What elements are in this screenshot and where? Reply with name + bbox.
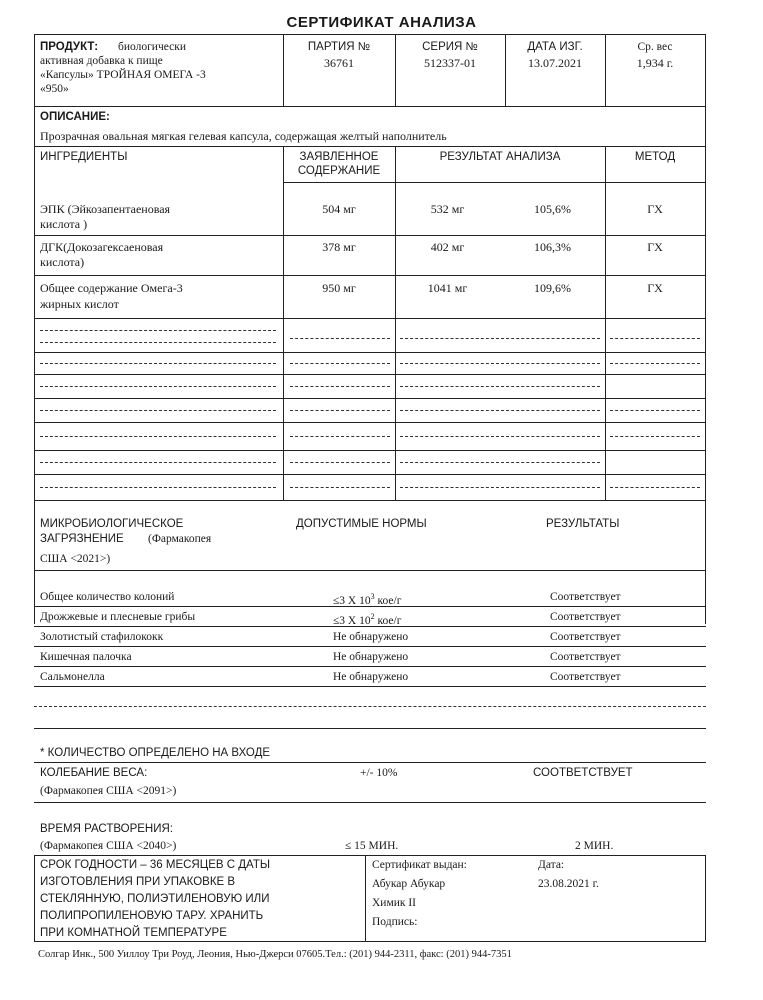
note-text: * КОЛИЧЕСТВО ОПРЕДЕЛЕНО НА ВХОДЕ (40, 747, 271, 759)
rule (34, 34, 35, 624)
blank-line (400, 338, 600, 339)
col-ingredients: ИНГРЕДИЕНТЫ (40, 151, 128, 163)
batch-label: ПАРТИЯ № (307, 41, 371, 53)
blank-line (290, 487, 390, 488)
micro-result: Соответствует (550, 591, 621, 603)
rule (34, 235, 706, 236)
rule (34, 352, 706, 353)
blank-line (400, 410, 600, 411)
blank-line (40, 342, 276, 343)
ingredient-name: Общее содержание Омега-3 (40, 281, 183, 295)
percent-value: 109,6% (534, 281, 571, 295)
weight-variation-norm: +/- 10% (360, 767, 398, 779)
issuer-name: Абукар Абукар (372, 878, 446, 890)
micro-test-name: Общее количество колоний (40, 591, 175, 603)
blank-line (40, 386, 276, 387)
blank-line (400, 386, 600, 387)
micro-result: Соответствует (550, 611, 621, 623)
weight-variation-result: СООТВЕТСТВУЕТ (533, 767, 633, 779)
blank-line (610, 338, 700, 339)
rule (34, 666, 706, 667)
col-results: РЕЗУЛЬТАТЫ (546, 518, 620, 530)
rule (34, 941, 706, 942)
shelf-life-line: СРОК ГОДНОСТИ – 36 МЕСЯЦЕВ С ДАТЫ (40, 859, 271, 871)
declared-value: 504 мг (322, 202, 356, 216)
rule (34, 606, 706, 607)
dissolution-result: 2 МИН. (575, 840, 614, 852)
dissolution-norm: ≤ 15 МИН. (345, 840, 399, 852)
date-value: 13.07.2021 (528, 56, 582, 70)
ingredient-name: кислота) (40, 255, 85, 269)
blank-line (40, 363, 276, 364)
declared-value: 950 мг (322, 281, 356, 295)
rule (34, 500, 706, 501)
blank-line (400, 487, 600, 488)
product-line: «Капсулы» ТРОЙНАЯ ОМЕГА -3 (40, 69, 206, 81)
shelf-life-line: СТЕКЛЯННУЮ, ПОЛИЭТИЛЕНОВУЮ ИЛИ (40, 893, 270, 905)
rule (34, 570, 706, 571)
signature-label: Подпись: (372, 916, 418, 928)
issuer-role: Химик II (372, 897, 417, 909)
rule (34, 762, 706, 763)
blank-line (610, 436, 700, 437)
micro-test-name: Дрожжевые и плесневые грибы (40, 611, 196, 623)
micro-norm: Не обнаружено (333, 671, 409, 683)
blank-line (40, 462, 276, 463)
micro-heading: ЗАГРЯЗНЕНИЕ (40, 533, 124, 545)
blank-line (290, 338, 390, 339)
product-label: ПРОДУКТ: (40, 41, 99, 53)
weight-value: 1,934 г. (636, 56, 674, 70)
rule (705, 34, 706, 624)
rule (34, 855, 35, 941)
description-text: Прозрачная овальная мягкая гелевая капсула, содержащая желтый наполнитель (40, 129, 447, 143)
weight-label: Ср. вес (637, 41, 673, 53)
rule (34, 626, 706, 627)
shelf-life-line: ПОЛИПРОПИЛЕНОВУЮ ТАРУ. ХРАНИТЬ (40, 910, 264, 922)
weight-variation-label: КОЛЕБАНИЕ ВЕСА: (40, 767, 148, 779)
micro-heading: МИКРОБИОЛОГИЧЕСКОЕ (40, 518, 184, 530)
percent-value: 106,3% (534, 240, 571, 254)
blank-line (290, 436, 390, 437)
blank-line (610, 363, 700, 364)
rule (283, 146, 284, 500)
blank-line (610, 487, 700, 488)
col-declared: СОДЕРЖАНИЕ (297, 165, 381, 177)
micro-test-name: Сальмонелла (40, 671, 105, 683)
method-value: ГХ (647, 240, 663, 254)
issue-date-label: Дата: (538, 859, 565, 871)
micro-test-name: Кишечная палочка (40, 651, 132, 663)
rule (34, 686, 706, 687)
rule (34, 450, 706, 451)
batch-value: 36761 (324, 56, 354, 70)
rule (705, 855, 706, 941)
micro-result: Соответствует (550, 631, 621, 643)
product-line: «950» (40, 83, 69, 95)
rule (34, 728, 706, 729)
micro-heading: (Фармакопея (148, 533, 212, 545)
col-result: РЕЗУЛЬТАТ АНАЛИЗА (439, 151, 561, 163)
ingredient-name: жирных кислот (40, 297, 119, 311)
ingredient-name: ЭПК (Эйкозапентаеновая (40, 202, 171, 216)
blank-line (40, 330, 276, 331)
rule (34, 422, 706, 423)
rule (34, 275, 706, 276)
percent-value: 105,6% (534, 202, 571, 216)
weight-variation-ref: (Фармакопея США <2091>) (40, 785, 177, 797)
rule (34, 318, 706, 319)
product-line: биологически (118, 41, 186, 53)
micro-norm: Не обнаружено (333, 631, 409, 643)
blank-line (400, 363, 600, 364)
document-title: СЕРТИФИКАТ АНАЛИЗА (286, 14, 477, 31)
rule (283, 182, 706, 183)
blank-line (400, 436, 600, 437)
rule (34, 106, 706, 107)
method-value: ГХ (647, 202, 663, 216)
col-method: МЕТОД (634, 151, 676, 163)
blank-line (40, 436, 276, 437)
blank-line (40, 487, 276, 488)
micro-norm: ≤3 X $10^3$ кое/г (333, 592, 402, 607)
rule (365, 855, 366, 941)
company-footer: Солгар Инк., 500 Уиллоу Три Роуд, Леония, Нью-Джерси 07605.Тел.: (201) 944-2311, факс: (201) 944-7351 (38, 949, 512, 960)
rule (34, 374, 706, 375)
rule (34, 802, 706, 803)
blank-line (400, 462, 600, 463)
ingredient-name: кислота ) (40, 217, 88, 231)
dissolution-ref: (Фармакопея США <2040>) (40, 840, 177, 852)
micro-result: Соответствует (550, 671, 621, 683)
micro-norm: ≤3 X $10^2$ кое/г (333, 612, 402, 627)
rule (605, 146, 606, 500)
rule (395, 146, 396, 500)
description-label: ОПИСАНИЕ: (40, 111, 110, 123)
shelf-life-line: ПРИ КОМНАТНОЙ ТЕМПЕРАТУРЕ (40, 927, 227, 939)
blank-line (290, 462, 390, 463)
series-value: 512337-01 (424, 56, 476, 70)
method-value: ГХ (647, 281, 663, 295)
col-norms: ДОПУСТИМЫЕ НОРМЫ (296, 518, 427, 530)
result-value: 1041 мг (427, 281, 468, 295)
rule (34, 855, 706, 856)
series-label: СЕРИЯ № (422, 41, 478, 53)
blank-line (290, 363, 390, 364)
blank-line (290, 386, 390, 387)
micro-test-name: Золотистый стафилококк (40, 631, 164, 643)
dissolution-label: ВРЕМЯ РАСТВОРЕНИЯ: (40, 823, 174, 835)
rule (34, 474, 706, 475)
shelf-life-line: ИЗГОТОВЛЕНИЯ ПРИ УПАКОВКЕ В (40, 876, 236, 888)
blank-line (290, 410, 390, 411)
blank-line (40, 410, 276, 411)
micro-norm: Не обнаружено (333, 651, 409, 663)
col-declared: ЗАЯВЛЕННОЕ (299, 151, 379, 163)
micro-heading: США <2021>) (40, 553, 111, 565)
result-value: 402 мг (430, 240, 465, 254)
declared-value: 378 мг (322, 240, 356, 254)
ingredient-name: ДГК(Докозагексаеновая (40, 240, 164, 254)
product-line: активная добавка к пище (40, 55, 163, 67)
result-value: 532 мг (430, 202, 465, 216)
issue-date-value: 23.08.2021 г. (538, 878, 599, 890)
certificate-issued-label: Сертификат выдан: (372, 859, 467, 871)
blank-line (610, 410, 700, 411)
rule (34, 398, 706, 399)
date-label: ДАТА ИЗГ. (527, 41, 583, 53)
micro-result: Соответствует (550, 651, 621, 663)
rule (34, 646, 706, 647)
blank-line (34, 706, 706, 707)
